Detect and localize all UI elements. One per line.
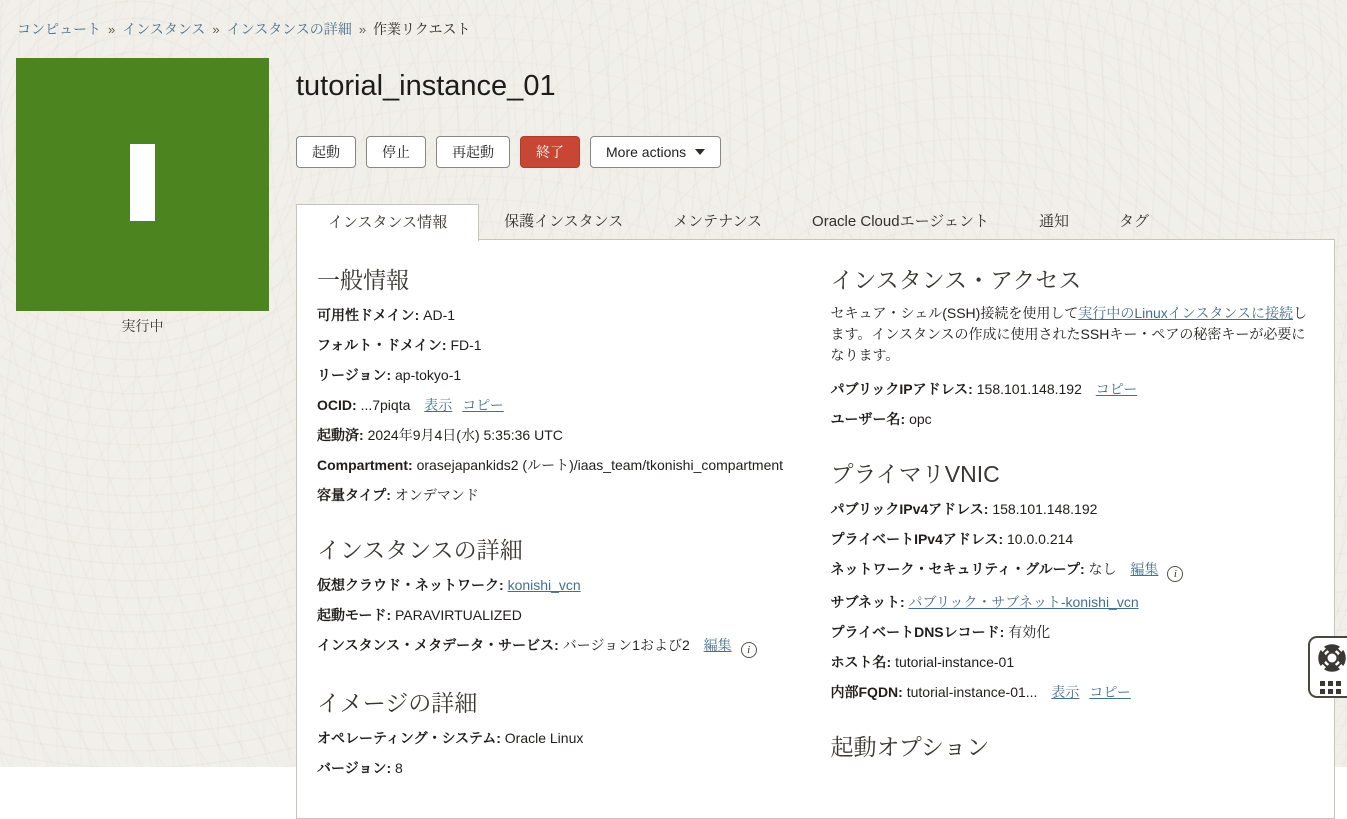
field-label: バージョン: — [317, 760, 395, 776]
instance-status-icon — [16, 58, 269, 311]
breadcrumb-separator: » — [212, 22, 220, 37]
field-value: 2024年9月4日(水) 5:35:36 UTC — [367, 427, 563, 443]
section-heading: インスタンス・アクセス — [830, 267, 1082, 293]
field-value: 有効化 — [1008, 624, 1051, 640]
field-row — [831, 652, 1315, 672]
stop-button[interactable] — [366, 136, 426, 168]
field-value: opc — [909, 411, 932, 427]
button-label: 終了 — [536, 144, 564, 160]
copy-ocid-link[interactable]: コピー — [462, 397, 504, 413]
tab-shielded-instance[interactable]: 保護インスタンス — [504, 213, 624, 230]
edit-metadata-link[interactable]: 編集 — [703, 637, 732, 653]
field-label: オペレーティング・システム: — [317, 730, 505, 746]
field-row — [317, 365, 801, 385]
section-heading: インスタンスの詳細 — [317, 537, 523, 563]
info-icon[interactable]: i — [1167, 566, 1183, 582]
field-row — [317, 305, 801, 325]
more-actions-button[interactable] — [590, 136, 721, 168]
section-heading: イメージの詳細 — [317, 690, 478, 716]
breadcrumb-separator: » — [358, 22, 367, 37]
status-label: 実行中 — [121, 318, 164, 334]
section-heading: 起動オプション — [830, 734, 990, 760]
field-label: インスタンス・メタデータ・サービス: — [317, 637, 563, 653]
field-row — [831, 559, 1315, 582]
field-label: リージョン: — [317, 367, 395, 383]
section-heading: プライマリVNIC — [830, 461, 1000, 487]
field-row — [831, 682, 1315, 702]
field-value: オンデマンド — [394, 487, 479, 503]
help-widget[interactable] — [1308, 636, 1347, 698]
left-column — [317, 240, 801, 788]
terminate-button[interactable] — [520, 136, 580, 168]
field-value: なし — [1088, 561, 1121, 577]
field-row — [317, 728, 801, 748]
field-label: プライベートDNSレコード: — [830, 624, 1009, 640]
start-button[interactable] — [296, 136, 356, 168]
field-label: ホスト名: — [830, 654, 896, 670]
breadcrumb — [17, 19, 471, 39]
field-label: パブリックIPv4アドレス: — [830, 501, 993, 517]
section-paragraph — [831, 303, 1315, 366]
tab-bar — [296, 204, 1174, 240]
field-value: ...7piqta — [360, 397, 415, 413]
field-label: プライベートIPv4アドレス: — [830, 531, 1008, 547]
field-value: 8 — [395, 760, 403, 776]
tab-maintenance[interactable]: メンテナンス — [673, 213, 763, 230]
instance-icon-bar — [130, 144, 155, 221]
field-value: ap-tokyo-1 — [395, 367, 462, 383]
tab-notifications[interactable]: 通知 — [1038, 213, 1069, 230]
field-label: ネットワーク・セキュリティ・グループ: — [830, 561, 1089, 577]
field-row — [831, 592, 1315, 612]
reboot-button[interactable] — [436, 136, 510, 168]
field-value: AD-1 — [423, 307, 456, 323]
field-row — [317, 485, 801, 505]
copy-public-ip-link[interactable]: コピー — [1095, 381, 1138, 397]
field-label: 起動済: — [317, 427, 368, 443]
field-value: します。インスタンスの作成に使用されたSSHキー・ペアの秘密キーが必要になります。 — [830, 305, 1307, 363]
show-fqdn-link[interactable]: 表示 — [1051, 684, 1080, 700]
field-value: PARAVIRTUALIZED — [395, 607, 522, 623]
action-buttons — [296, 136, 721, 168]
subnet-link[interactable]: パブリック・サブネット-konishi_vcn — [908, 594, 1139, 610]
field-label: 容量タイプ: — [317, 487, 395, 503]
field-label: パブリックIPアドレス: — [830, 381, 977, 397]
field-value: FD-1 — [450, 337, 482, 353]
button-label: More actions — [606, 144, 687, 160]
field-label: 内部FQDN: — [830, 684, 907, 700]
connect-to-instance-link[interactable]: 実行中のLinuxインスタンスに接続 — [1078, 305, 1293, 321]
field-label: OCID: — [317, 397, 361, 413]
breadcrumb-work-requests: 作業リクエスト — [373, 21, 471, 37]
button-label: 停止 — [382, 144, 410, 160]
breadcrumb-instances[interactable]: インスタンス — [122, 21, 206, 37]
tab-oracle-cloud-agent[interactable]: Oracle Cloudエージェント — [812, 213, 989, 230]
field-value: 158.101.148.192 — [992, 501, 1098, 517]
field-row — [317, 335, 801, 355]
show-ocid-link[interactable]: 表示 — [424, 397, 453, 413]
tab-tags[interactable]: タグ — [1119, 213, 1150, 230]
chevron-down-icon — [695, 149, 705, 155]
field-row — [317, 455, 801, 475]
field-label: ユーザー名: — [830, 411, 910, 427]
field-row — [317, 575, 801, 595]
field-row — [317, 635, 801, 658]
right-column — [831, 240, 1315, 788]
breadcrumb-separator: » — [108, 22, 116, 37]
field-value: セキュア・シェル(SSH)接続を使用して — [830, 305, 1079, 321]
field-label: 仮想クラウド・ネットワーク: — [317, 577, 508, 593]
edit-nsg-link[interactable]: 編集 — [1130, 561, 1159, 577]
field-label: 起動モード: — [317, 607, 395, 623]
field-value: 10.0.0.214 — [1007, 531, 1074, 547]
field-row — [831, 622, 1315, 642]
breadcrumb-compute[interactable]: コンピュート — [17, 21, 101, 37]
page-title: tutorial_instance_01 — [296, 70, 556, 102]
button-label: 再起動 — [452, 144, 494, 160]
field-row — [317, 425, 801, 445]
info-icon[interactable]: i — [741, 642, 757, 658]
instance-info-panel — [296, 239, 1335, 819]
field-row — [317, 395, 801, 415]
field-label: 可用性ドメイン: — [317, 307, 424, 323]
field-label: Compartment: — [317, 457, 417, 473]
breadcrumb-instance-details[interactable]: インスタンスの詳細 — [226, 21, 352, 37]
field-row — [317, 605, 801, 625]
field-value: バージョン1および2 — [562, 637, 694, 653]
field-row — [317, 758, 801, 778]
copy-fqdn-link[interactable]: コピー — [1089, 684, 1131, 700]
field-value: tutorial-instance-01... — [906, 684, 1042, 700]
field-row — [831, 499, 1315, 519]
button-label: 起動 — [312, 144, 340, 160]
field-label: フォルト・ドメイン: — [317, 337, 451, 353]
field-row — [831, 409, 1315, 429]
field-value: tutorial-instance-01 — [895, 654, 1015, 670]
vcn-link[interactable]: konishi_vcn — [507, 577, 581, 593]
field-label: サブネット: — [830, 594, 909, 610]
section-heading: 一般情報 — [317, 267, 409, 293]
tab-instance-info[interactable]: インスタンス情報 — [296, 204, 479, 241]
field-value: orasejapankids2 (ルート)/iaas_team/tkonishi_compartment — [416, 457, 784, 473]
field-row — [831, 529, 1315, 549]
field-row — [831, 379, 1315, 399]
field-value: 158.101.148.192 — [976, 381, 1086, 397]
life-ring-icon — [1317, 660, 1347, 677]
field-value: Oracle Linux — [504, 730, 584, 746]
dots-grid-icon — [1320, 681, 1347, 694]
